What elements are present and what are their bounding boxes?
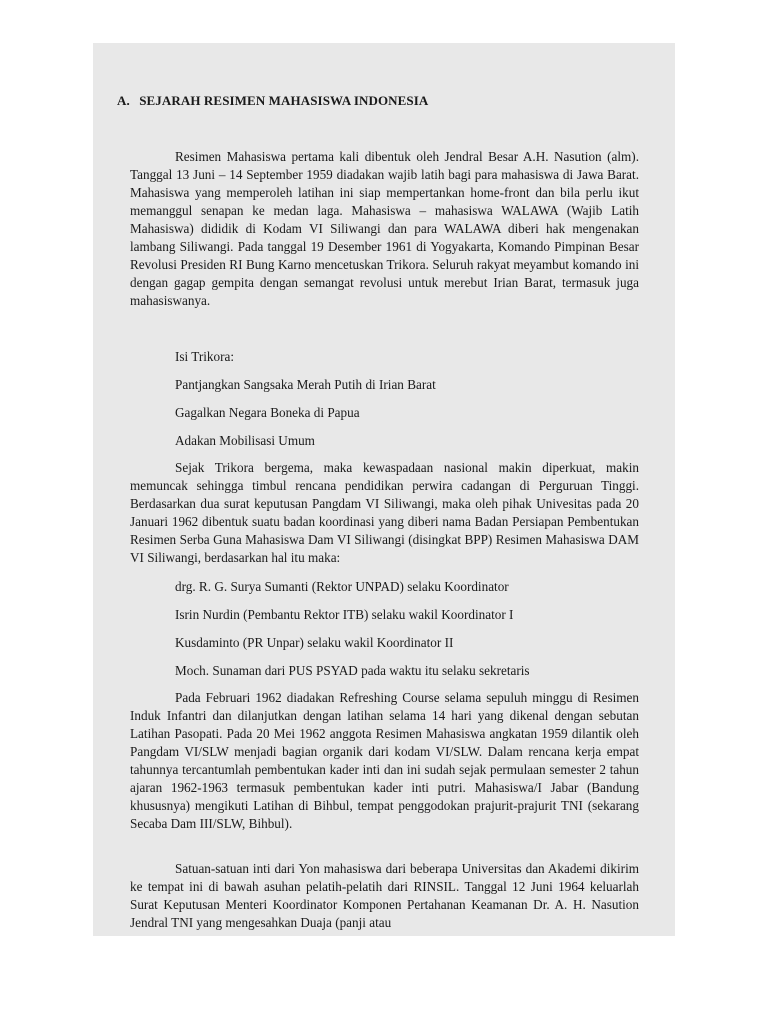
paragraph-3: Pada Februari 1962 diadakan Refreshing Course selama sepuluh minggu di Resimen Induk Infantri dan dilanjutkan dengan latihan selama 14 hari yang dikenal dengan sebutan Latihan Pasopati. Pada 20 Mei 1962 anggota Resimen Mahasiswa angkatan 1959 dilantik oleh Pangdam VI/SLW menjadi bagian organik dari kodam VI/SLW. Dalam rencana kerja empat tahunnya tercantumlah pembentukan kader inti dan ini sudah sejak permulaan semester 2 tahun ajaran 1962-1963 termasuk pembentukan kader inti putri. Mahasiswa/I Jabar (Bandung khususnya) mengikuti Latihan di Bihbul, tempat penggodokan prajurit-prajurit TNI (sekarang Secaba Dam III/SLW, Bihbul).	[130, 690, 639, 831]
list-item: drg. R. G. Surya Sumanti (Rektor UNPAD) selaku Koordinator	[175, 579, 509, 594]
list-item: Kusdaminto (PR Unpar) selaku wakil Koordinator II	[175, 635, 454, 650]
list-item: Gagalkan Negara Boneka di Papua	[175, 405, 360, 420]
section-heading	[117, 93, 428, 109]
list-item: Pantjangkan Sangsaka Merah Putih di Irian Barat	[175, 377, 436, 392]
paragraph-4: Satuan-satuan inti dari Yon mahasiswa dari beberapa Universitas dan Akademi dikirim ke tempat ini di bawah asuhan pelatih-pelatih dari RINSIL. Tanggal 12 Juni 1964 keluarlah Surat Keputusan Menteri Koordinator Komponen Pertahanan Keamanan Dr. A. H. Nasution Jendral TNI yang mengesahkan Duaja (panji atau	[130, 861, 639, 930]
trikora-label: Isi Trikora:	[175, 349, 234, 364]
section-title: SEJARAH RESIMEN MAHASISWA INDONESIA	[139, 93, 429, 108]
section-number: A.	[117, 93, 130, 108]
paragraph-2: Sejak Trikora bergema, maka kewaspadaan nasional makin diperkuat, makin memuncak sehingga timbul rencana pendidikan perwira cadangan di Perguruan Tinggi. Berdasarkan dua surat keputusan Pangdam VI Siliwangi, maka oleh pihak Univesitas pada 20 Januari 1962 dibentuk suatu badan koordinasi yang diberi nama Badan Persiapan Pembentukan Resimen Serba Guna Mahasiswa Dam VI Siliwangi (disingkat BPP) Resimen Mahasiswa DAM VI Siliwangi, berdasarkan hal itu maka:	[130, 460, 639, 565]
paragraph-1: Resimen Mahasiswa pertama kali dibentuk oleh Jendral Besar A.H. Nasution (alm). Tanggal 13 Juni – 14 September 1959 diadakan wajib latih bagi para mahasiswa di Jawa Barat. Mahasiswa yang memperoleh latihan ini siap mempertankan home-front dan bila perlu ikut memanggul senapan ke medan laga. Mahasiswa – mahasiswa WALAWA (Wajib Latih Mahasiswa) dididik di Kodam VI Siliwangi dan para WALAWA diberi hak mengenakan lambang Siliwangi. Pada tanggal 19 Desember 1961 di Yogyakarta, Komando Pimpinan Besar Revolusi Presiden RI Bung Karno mencetuskan Trikora. Seluruh rakyat meyambut komando ini dengan gagap gempita dengan semangat revolusi untuk merebut Irian Barat, termasuk juga mahasiswanya.	[130, 149, 639, 308]
list-item: Adakan Mobilisasi Umum	[175, 433, 315, 448]
document-page	[93, 43, 675, 936]
list-item: Isrin Nurdin (Pembantu Rektor ITB) selaku wakil Koordinator I	[175, 607, 514, 622]
list-item: Moch. Sunaman dari PUS PSYAD pada waktu itu selaku sekretaris	[175, 663, 530, 678]
